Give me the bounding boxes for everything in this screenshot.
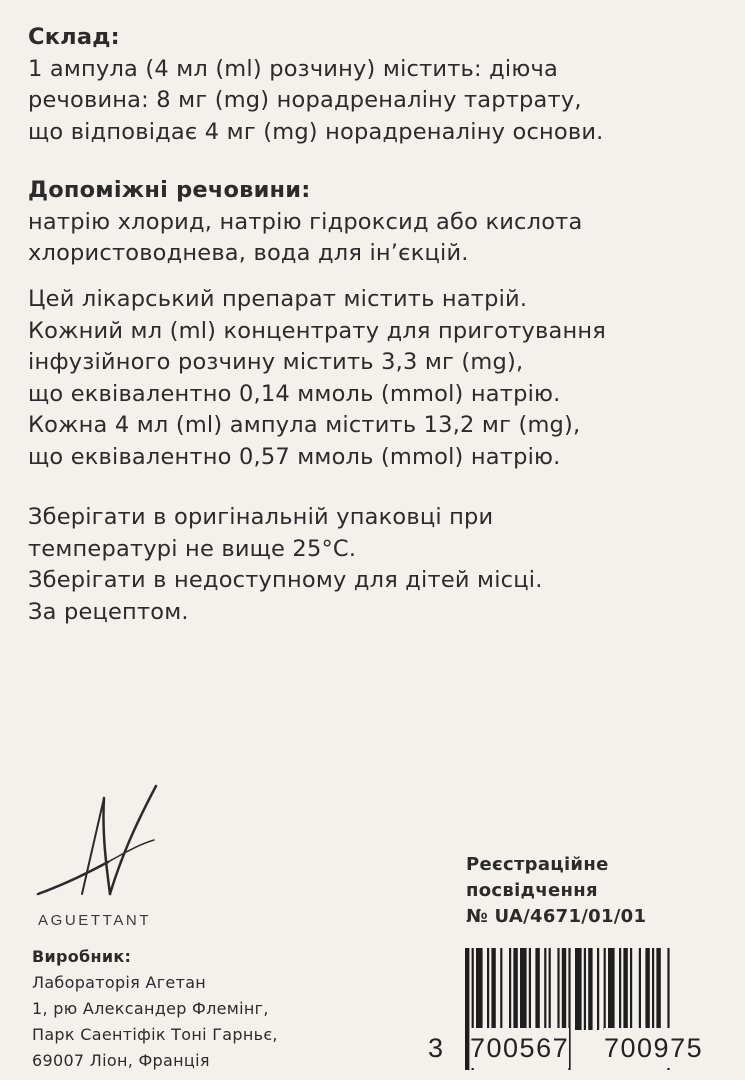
manufacturer-line: 69007 Ліон, Франція <box>32 1051 210 1070</box>
barcode-bar <box>584 948 586 1030</box>
sodium-line: інфузійного розчину містить 3,3 мг (mg), <box>28 349 524 375</box>
barcode-bar <box>544 948 546 1030</box>
barcode-bar <box>476 948 483 1030</box>
barcode-bar <box>656 948 660 1030</box>
registration-section <box>466 852 646 930</box>
composition-line: 1 ампула (4 мл (ml) розчину) містить: діюча <box>28 55 558 82</box>
barcode-bar <box>608 948 615 1030</box>
storage-section <box>28 502 543 628</box>
barcode-bar <box>597 948 599 1030</box>
storage-line: За рецептом. <box>28 598 189 625</box>
excipients-line: хлористоводнева, вода для ін’єкцій. <box>28 240 469 266</box>
barcode-bar <box>549 948 551 1030</box>
barcode-bar <box>623 948 627 1030</box>
barcode-bar <box>652 948 654 1030</box>
sodium-line: Кожна 4 мл (ml) ампула містить 13,2 мг (mg), <box>28 412 581 438</box>
composition-line: речовина: 8 мг (mg) норадреналіну тартрату, <box>28 87 582 113</box>
barcode-bar <box>487 948 489 1030</box>
brand-name: AGUETTANT <box>38 912 152 929</box>
barcode-bar <box>535 948 539 1030</box>
composition-section <box>28 22 604 148</box>
barcode-bar <box>604 948 606 1030</box>
barcode-bar <box>465 948 469 1070</box>
excipients-line: натрію хлорид, натрію гідроксид або кислота <box>28 208 583 235</box>
sodium-content-section <box>28 284 606 473</box>
composition-heading: Склад: <box>28 24 120 50</box>
barcode-bar <box>645 948 649 1030</box>
barcode-bar <box>619 948 621 1030</box>
barcode-left-digits: 700567 <box>470 1028 569 1068</box>
barcode-first-digit: 3 <box>428 1028 445 1068</box>
storage-line: Зберігати в недоступному для дітей місці. <box>28 567 543 593</box>
barcode-right-digits: 700975 <box>604 1028 703 1068</box>
barcode-bar <box>557 948 559 1030</box>
manufacturer-line: Лабораторія Агетан <box>32 973 207 992</box>
registration-number: № UA/4671/01/01 <box>466 906 647 927</box>
excipients-heading: Допоміжні речовини: <box>28 177 311 203</box>
barcode-bar <box>639 948 641 1030</box>
aguettant-logo-icon <box>30 782 170 912</box>
barcode-bar <box>513 948 517 1030</box>
barcode-bar <box>562 948 566 1030</box>
excipients-section <box>28 175 582 270</box>
barcode-bar <box>588 948 592 1030</box>
barcode-bar <box>491 948 495 1030</box>
storage-line: температурі не вище 25°С. <box>28 535 357 562</box>
sodium-line: що еквівалентно 0,14 ммоль (mmol) натрію. <box>28 380 561 407</box>
composition-line: що відповідає 4 мг (mg) норадреналіну основи. <box>28 118 604 145</box>
registration-line: посвідчення <box>466 880 598 901</box>
barcode-bar <box>509 948 511 1030</box>
manufacturer-line: 1, рю Александер Флемінг, <box>32 999 269 1018</box>
barcode-bar <box>500 948 502 1030</box>
registration-line: Реєстраційне <box>466 854 609 875</box>
manufacturer-heading: Виробник: <box>32 947 132 966</box>
barcode-bar <box>575 948 582 1030</box>
manufacturer-section <box>32 944 278 1074</box>
barcode-bar <box>529 948 531 1030</box>
manufacturer-line: Парк Саентіфік Тоні Гарньє, <box>32 1025 278 1044</box>
barcode-bar <box>630 948 632 1030</box>
sodium-line: Кожний мл (ml) концентрату для приготування <box>28 317 607 344</box>
storage-line: Зберігати в оригінальній упаковці при <box>28 504 494 530</box>
sodium-line: Цей лікарський препарат містить натрій. <box>28 286 528 312</box>
sodium-line: що еквівалентно 0,57 ммоль (mmol) натрію. <box>28 443 561 470</box>
barcode-bar <box>520 948 527 1030</box>
